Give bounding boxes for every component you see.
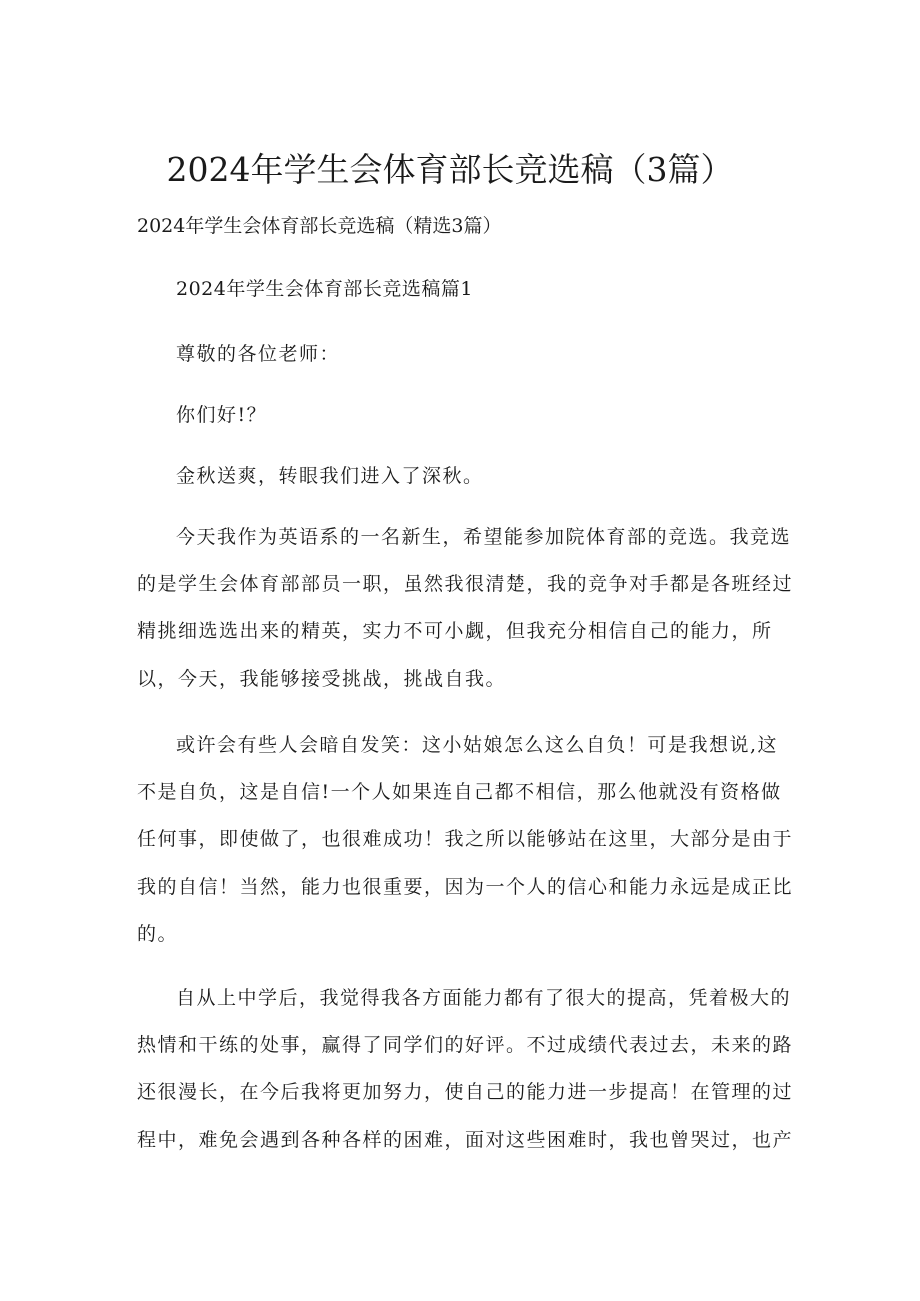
paragraph-line: 任何事，即使做了，也很难成功！我之所以能够站在这里，大部分是由于 [137, 828, 794, 850]
salutation: 尊敬的各位老师： [176, 343, 341, 365]
paragraph-line: 或许会有些人会暗自发笑：这小姑娘怎么这么自负！可是我想说,这 [176, 734, 779, 756]
document-subtitle: 2024年学生会体育部长竞选稿（精选3篇） [137, 215, 502, 237]
paragraph-line: 我的自信！当然，能力也很重要，因为一个人的信心和能力永远是成正比 [137, 876, 794, 898]
paragraph-line: 自从上中学后，我觉得我各方面能力都有了很大的提高，凭着极大的 [176, 987, 792, 1009]
greeting: 你们好!？ [176, 404, 268, 426]
paragraph-line: 精挑细选选出来的精英，实力不可小觑，但我充分相信自己的能力，所 [137, 620, 773, 642]
paragraph-line: 程中，难免会遇到各种各样的困难，面对这些困难时，我也曾哭过，也产 [137, 1129, 794, 1151]
paragraph-line: 不是自负，这是自信!一个人如果连自己都不相信，那么他就没有资格做 [137, 781, 782, 803]
section-heading: 2024年学生会体育部长竞选稿篇1 [176, 278, 473, 300]
paragraph-line: 的是学生会体育部部员一职，虽然我很清楚，我的竞争对手都是各班经过 [137, 573, 794, 595]
opening-line: 金秋送爽，转眼我们进入了深秋。 [176, 465, 484, 487]
paragraph-line: 热情和干练的处事，赢得了同学们的好评。不过成绩代表过去，未来的路 [137, 1034, 794, 1056]
document-title: 2024年学生会体育部长竞选稿（3篇） [166, 150, 734, 189]
paragraph-line: 还很漫长，在今后我将更加努力，使自己的能力进一步提高！在管理的过 [137, 1081, 794, 1103]
paragraph-line: 的。 [137, 923, 179, 945]
paragraph-line: 今天我作为英语系的一名新生，希望能参加院体育部的竞选。我竞选 [176, 526, 792, 548]
paragraph-line: 以，今天，我能够接受挑战，挑战自我。 [137, 668, 507, 690]
